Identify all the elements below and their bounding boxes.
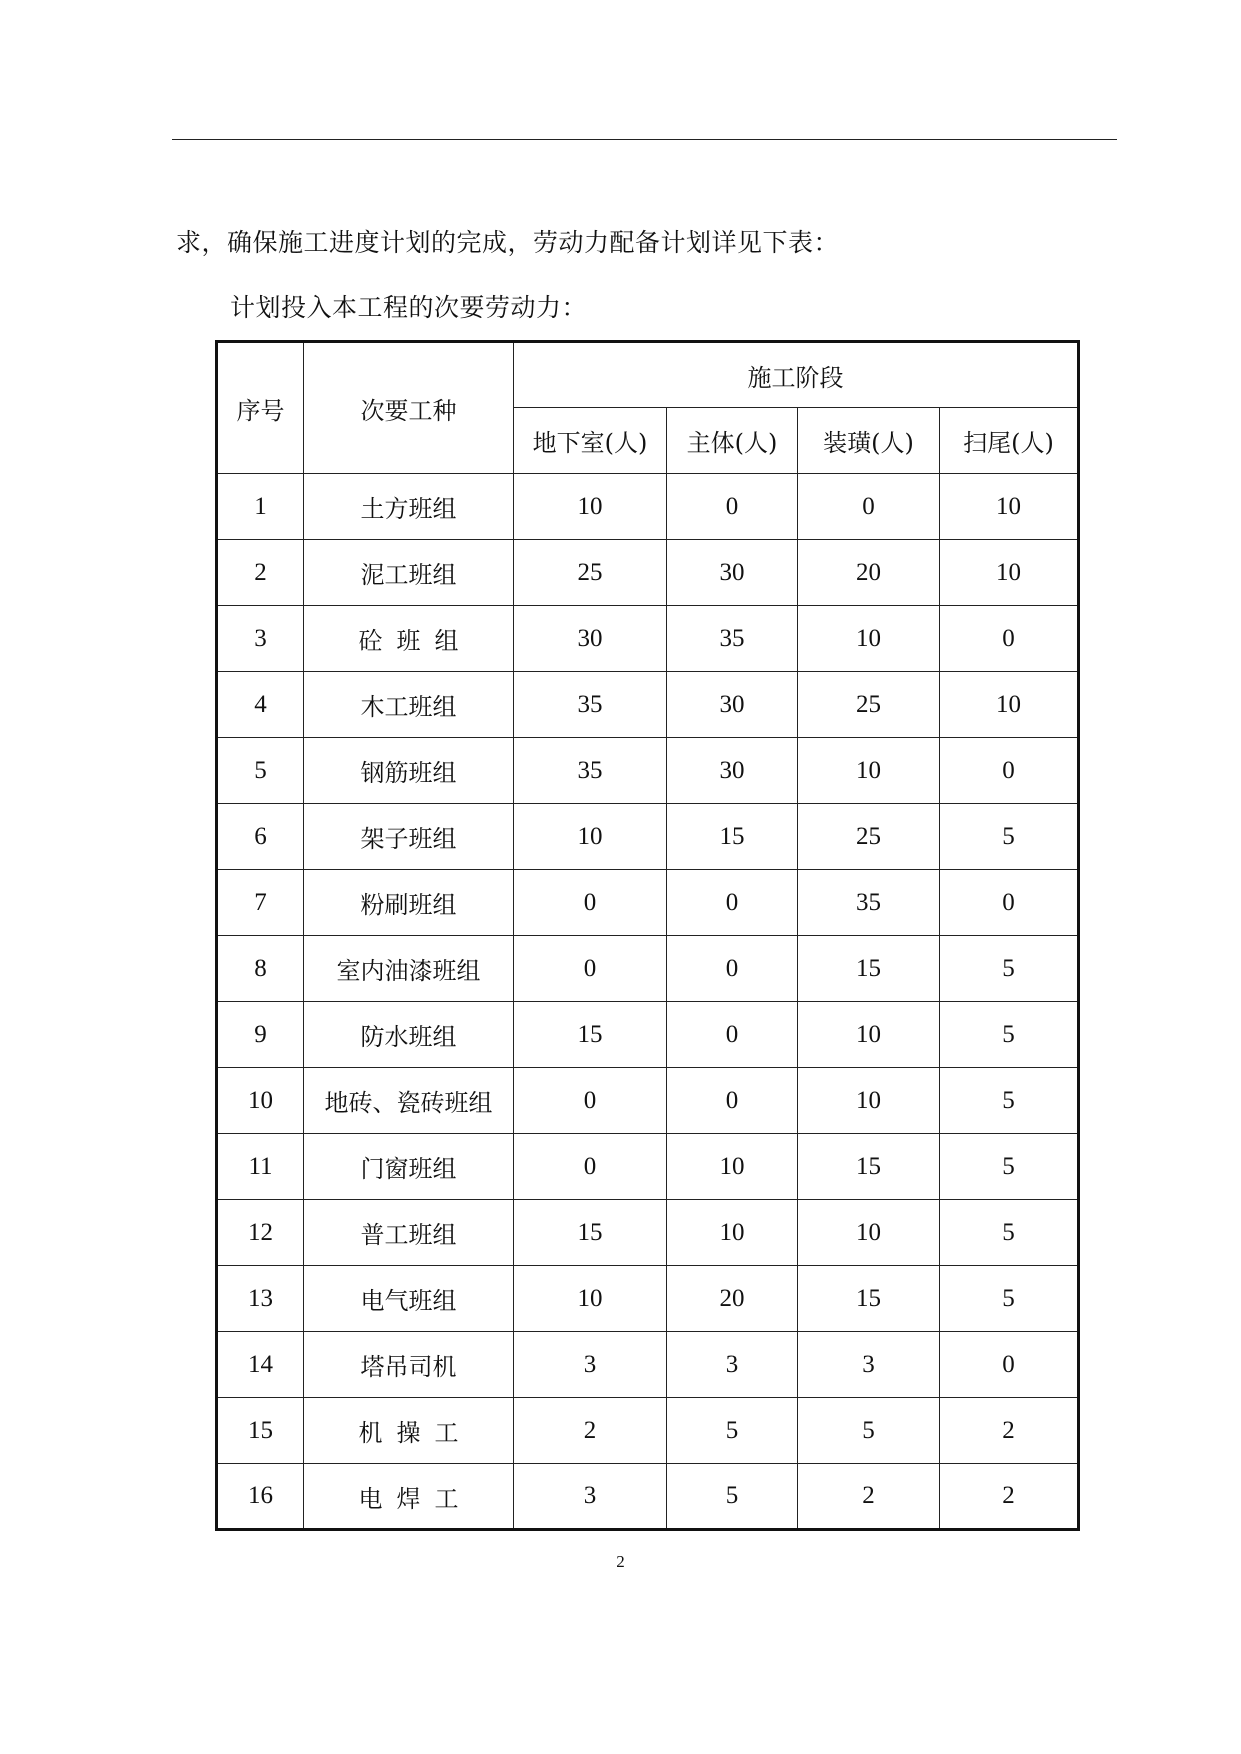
row-finishing-count: 5 (940, 936, 1079, 1002)
table-row (217, 1398, 1079, 1464)
row-main-count: 10 (667, 1134, 798, 1200)
table-row (217, 870, 1079, 936)
row-main-count: 15 (667, 804, 798, 870)
table-row (217, 738, 1079, 804)
row-index: 8 (217, 936, 304, 1002)
row-basement-count: 25 (514, 540, 667, 606)
row-trade: 架子班组 (304, 804, 514, 870)
row-trade: 门窗班组 (304, 1134, 514, 1200)
row-trade: 地砖、瓷砖班组 (304, 1068, 514, 1134)
row-index: 6 (217, 804, 304, 870)
row-main-count: 10 (667, 1200, 798, 1266)
table-row (217, 1200, 1079, 1266)
table-intro-paragraph: 计划投入本工程的次要劳动力： (230, 293, 588, 322)
table-header (217, 342, 1079, 474)
row-basement-count: 3 (514, 1332, 667, 1398)
table-row (217, 606, 1079, 672)
row-trade: 钢筋班组 (304, 738, 514, 804)
row-finishing-count: 2 (940, 1464, 1079, 1530)
table-row (217, 672, 1079, 738)
row-decoration-count: 2 (798, 1464, 940, 1530)
row-main-count: 0 (667, 474, 798, 540)
row-decoration-count: 15 (798, 936, 940, 1002)
row-index: 4 (217, 672, 304, 738)
header-stage-main: 主体(人) (667, 408, 798, 474)
table-body (217, 474, 1079, 1530)
row-finishing-count: 5 (940, 804, 1079, 870)
row-finishing-count: 5 (940, 1134, 1079, 1200)
row-trade: 电气班组 (304, 1266, 514, 1332)
header-stage-decoration: 装璜(人) (798, 408, 940, 474)
row-index: 7 (217, 870, 304, 936)
row-index: 15 (217, 1398, 304, 1464)
row-trade: 电焊工 (304, 1464, 514, 1530)
row-decoration-count: 5 (798, 1398, 940, 1464)
row-basement-count: 10 (514, 804, 667, 870)
row-trade: 泥工班组 (304, 540, 514, 606)
table-row (217, 804, 1079, 870)
row-index: 14 (217, 1332, 304, 1398)
row-main-count: 0 (667, 870, 798, 936)
row-trade: 普工班组 (304, 1200, 514, 1266)
row-decoration-count: 3 (798, 1332, 940, 1398)
row-finishing-count: 5 (940, 1002, 1079, 1068)
body-paragraph: 求，确保施工进度计划的完成，劳动力配备计划详见下表： (176, 228, 840, 257)
row-decoration-count: 10 (798, 738, 940, 804)
row-trade: 砼班组 (304, 606, 514, 672)
row-decoration-count: 10 (798, 606, 940, 672)
row-finishing-count: 5 (940, 1068, 1079, 1134)
row-basement-count: 35 (514, 738, 667, 804)
row-main-count: 20 (667, 1266, 798, 1332)
row-trade: 塔吊司机 (304, 1332, 514, 1398)
table-row (217, 1002, 1079, 1068)
row-basement-count: 0 (514, 936, 667, 1002)
row-decoration-count: 10 (798, 1002, 940, 1068)
row-main-count: 3 (667, 1332, 798, 1398)
row-basement-count: 0 (514, 1068, 667, 1134)
row-basement-count: 15 (514, 1002, 667, 1068)
header-stage-basement: 地下室(人) (514, 408, 667, 474)
row-main-count: 5 (667, 1464, 798, 1530)
row-finishing-count: 0 (940, 606, 1079, 672)
row-basement-count: 15 (514, 1200, 667, 1266)
row-index: 11 (217, 1134, 304, 1200)
row-basement-count: 30 (514, 606, 667, 672)
row-main-count: 0 (667, 1002, 798, 1068)
table-row (217, 540, 1079, 606)
header-rule (172, 139, 1117, 140)
row-trade: 木工班组 (304, 672, 514, 738)
row-trade: 室内油漆班组 (304, 936, 514, 1002)
row-finishing-count: 10 (940, 672, 1079, 738)
row-trade: 土方班组 (304, 474, 514, 540)
row-trade: 防水班组 (304, 1002, 514, 1068)
row-finishing-count: 0 (940, 1332, 1079, 1398)
table-row (217, 1464, 1079, 1530)
row-basement-count: 3 (514, 1464, 667, 1530)
row-basement-count: 10 (514, 474, 667, 540)
row-index: 2 (217, 540, 304, 606)
page-number: 2 (616, 1552, 625, 1571)
row-trade: 机操工 (304, 1398, 514, 1464)
table-row (217, 1266, 1079, 1332)
row-decoration-count: 35 (798, 870, 940, 936)
row-finishing-count: 5 (940, 1266, 1079, 1332)
row-main-count: 0 (667, 1068, 798, 1134)
row-index: 13 (217, 1266, 304, 1332)
row-decoration-count: 20 (798, 540, 940, 606)
table-row (217, 1332, 1079, 1398)
row-main-count: 30 (667, 540, 798, 606)
table-row (217, 1068, 1079, 1134)
row-index: 5 (217, 738, 304, 804)
row-decoration-count: 0 (798, 474, 940, 540)
row-decoration-count: 25 (798, 672, 940, 738)
header-stage-group: 施工阶段 (514, 342, 1079, 408)
row-decoration-count: 10 (798, 1068, 940, 1134)
table-row (217, 936, 1079, 1002)
row-main-count: 30 (667, 738, 798, 804)
row-main-count: 5 (667, 1398, 798, 1464)
row-basement-count: 2 (514, 1398, 667, 1464)
row-basement-count: 0 (514, 870, 667, 936)
row-decoration-count: 15 (798, 1266, 940, 1332)
row-main-count: 30 (667, 672, 798, 738)
row-decoration-count: 15 (798, 1134, 940, 1200)
row-index: 16 (217, 1464, 304, 1530)
labor-plan-table (215, 340, 1080, 1531)
header-stage-finishing: 扫尾(人) (940, 408, 1079, 474)
row-index: 1 (217, 474, 304, 540)
row-index: 12 (217, 1200, 304, 1266)
row-decoration-count: 10 (798, 1200, 940, 1266)
row-main-count: 35 (667, 606, 798, 672)
table-row (217, 1134, 1079, 1200)
row-finishing-count: 2 (940, 1398, 1079, 1464)
row-index: 9 (217, 1002, 304, 1068)
row-finishing-count: 10 (940, 474, 1079, 540)
row-trade: 粉刷班组 (304, 870, 514, 936)
table-row (217, 474, 1079, 540)
row-index: 10 (217, 1068, 304, 1134)
row-finishing-count: 0 (940, 870, 1079, 936)
row-basement-count: 0 (514, 1134, 667, 1200)
header-trade: 次要工种 (304, 342, 514, 474)
header-row-1 (217, 342, 1079, 408)
row-main-count: 0 (667, 936, 798, 1002)
row-finishing-count: 10 (940, 540, 1079, 606)
row-finishing-count: 5 (940, 1200, 1079, 1266)
row-index: 3 (217, 606, 304, 672)
row-finishing-count: 0 (940, 738, 1079, 804)
row-basement-count: 35 (514, 672, 667, 738)
row-decoration-count: 25 (798, 804, 940, 870)
header-index: 序号 (217, 342, 304, 474)
row-basement-count: 10 (514, 1266, 667, 1332)
